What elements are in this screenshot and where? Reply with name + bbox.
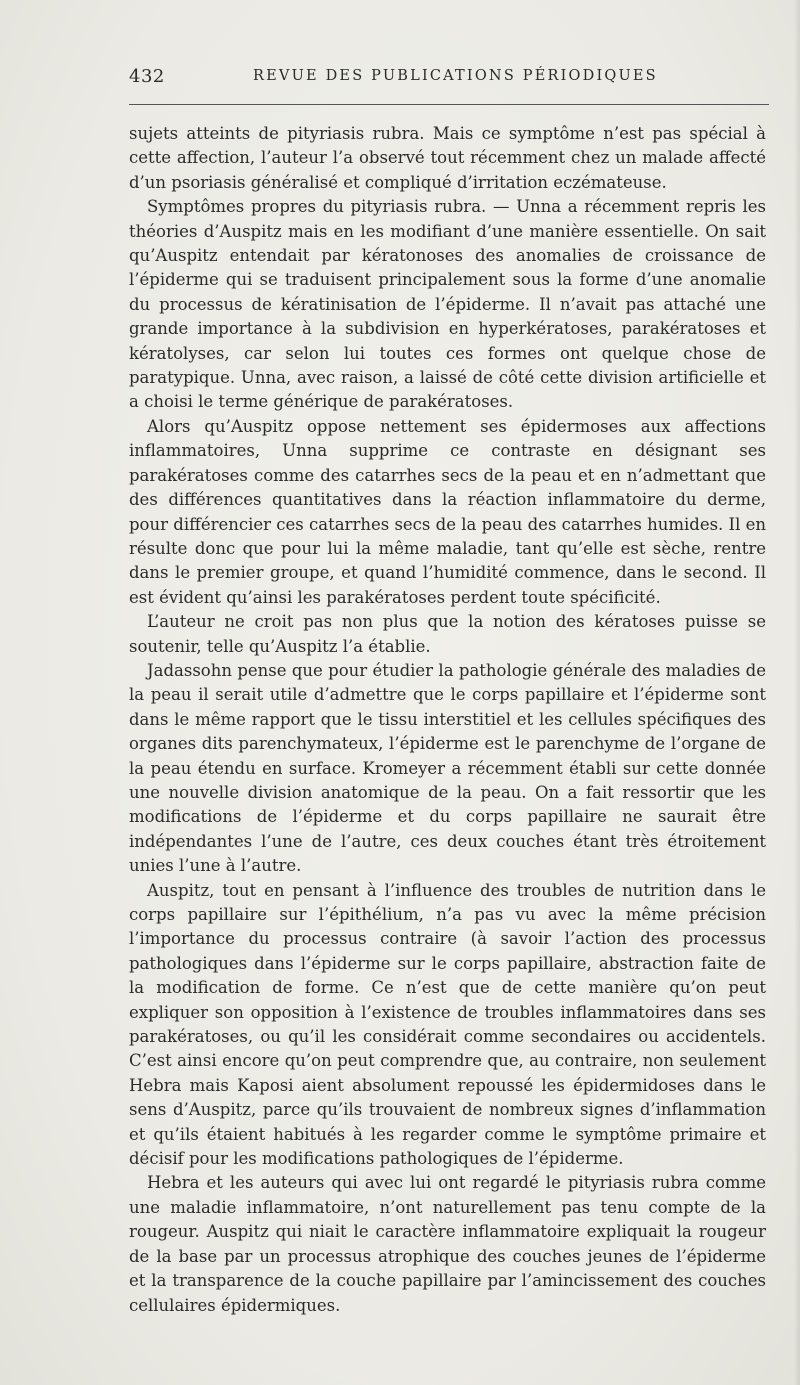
paragraph-continuation: sujets atteints de pityriasis rubra. Mais ce symptôme n’est pas spécial à cette affection, l’auteur l’a observé tout récemment chez un malade affecté d’un psoriasis généralisé et compliqué d’irritation eczémateuse. [129,124,766,192]
paragraph-auspitz-epidermoses: Alors qu’Auspitz oppose nettement ses épidermoses aux affections inflammatoires, Unna supprime ce contraste en désignant ses parakératoses comme des catarrhes secs de la peau et en n’admettant que des différences quantitatives dans la réaction inflammatoire du derme, pour différencier ces catarrhes secs de la peau des catarrhes humides. Il en résulte donc que pour lui la même maladie, tant qu’elle est sèche, rentre dans le premier groupe, et quand l’humidité commence, dans le second. Il est évident qu’ainsi les parakératoses perdent toute spécificité. [129,416,766,607]
running-title: REVUE DES PUBLICATIONS PÉRIODIQUES [253,68,658,84]
header-rule [129,104,769,105]
paragraph-hebra: Hebra et les auteurs qui avec lui ont regardé le pityriasis rubra comme une maladie inflammatoire, n’ont naturellement pas tenu compte de la rougeur. Auspitz qui niait le caractère inflammatoire expliquait la rougeur de la base par un processus atrophique des couches jeunes de l’épiderme et la transparence de la couche papillaire par l’amincissement des couches cellulaires épidermiques. [129,1173,766,1315]
paragraph-jadassohn: Jadassohn pense que pour étudier la pathologie générale des maladies de la peau il serait utile d’admettre que le corps papillaire et l’épiderme sont dans le même rapport que le tissu interstitiel et les cellules spécifiques des organes dits parenchymateux, l’épiderme est le parenchyme de l’organe de la peau étendu en surface. Kromeyer a récemment établi sur cette donnée une nouvelle division anatomique de la peau. On a fait ressortir que les modifications de l’épiderme et du corps papillaire ne saurait être indépendantes l’une de l’autre, ces deux couches étant très étroitement unies l’une à l’autre. [129,660,766,876]
paragraph-auspitz-nutrition: Auspitz, tout en pensant à l’influence des troubles de nutrition dans le corps papillaire sur l’épithélium, n’a pas vu avec la même précision l’importance du processus contraire (à savoir l’action des processus pathologiques dans l’épiderme sur le corps papillaire, abstraction faite de la modification de forme. Ce n’est que de cette manière qu’on peut expliquer son opposition à l’existence de troubles inflammatoires dans ses parakératoses, ou qu’il les considérait comme secondaires ou accidentels. C’est ainsi encore qu’on peut comprendre que, au contraire, non seulement Hebra mais Kaposi aient absolument repoussé les épidermidoses dans le sens d’Auspitz, parce qu’ils trouvaient de nombreux signes d’inflammation et qu’ils étaient habitués à les regarder comme le symptôme primaire et décisif pour les modifications pathologiques de l’épiderme. [129,880,766,1169]
page-number: 432 [129,66,165,87]
paragraph-symptomes: Symptômes propres du pityriasis rubra. — Unna a récemment repris les théories d’Auspitz mais en les modifiant d’une manière essentielle. On sait qu’Auspitz entendait par kératonoses des anomalies de croissance de l’épiderme qui se traduisent principalement sous la forme d’une anomalie du processus de kératinisation de l’épiderme. Il n’avait pas attaché une grande importance à la subdivision en hyperkératoses, parakératoses et kératolyses, car selon lui toutes ces formes ont quelque chose de paratypique. Unna, avec raison, a laissé de côté cette division artificielle et a choisi le terme générique de parakératoses. [129,197,766,412]
article-body [129,122,766,1318]
paragraph-keratoses: L’auteur ne croit pas non plus que la notion des kératoses puisse se soutenir, telle qu’Auspitz l’a établie. [129,612,766,656]
page-header [129,66,769,92]
page-edge-shadow [794,0,800,1385]
